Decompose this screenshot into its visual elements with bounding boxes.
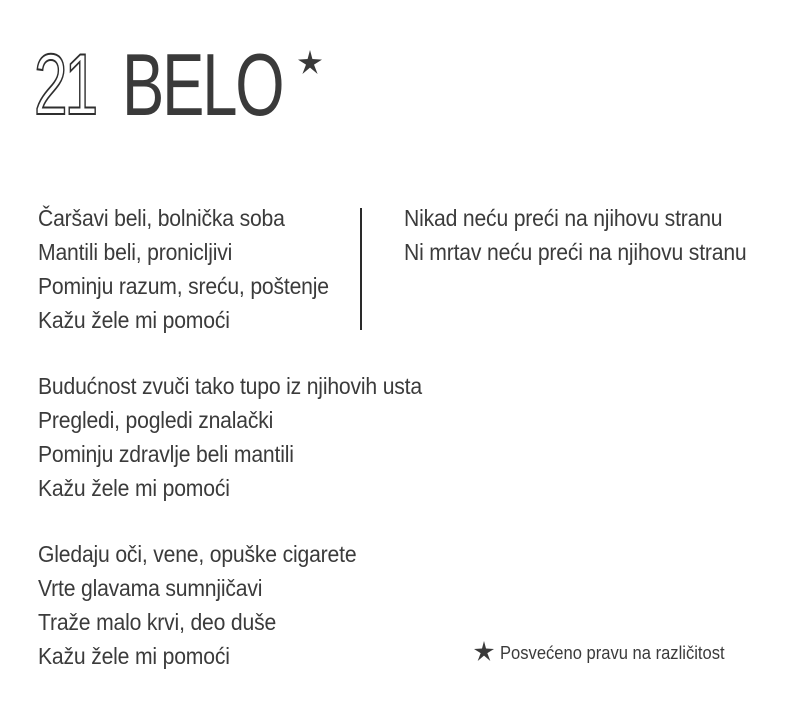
lyric-line: Pominju zdravlje beli mantili <box>38 441 294 467</box>
chorus <box>404 201 776 269</box>
column-divider <box>360 208 362 330</box>
star-icon <box>474 641 494 661</box>
star-icon <box>298 50 322 74</box>
dedication-note <box>474 640 744 666</box>
lyric-line: Nikad neću preći na njihovu stranu <box>404 205 723 231</box>
song-heading <box>34 35 345 134</box>
lyric-line: Traže malo krvi, deo duše <box>38 609 277 635</box>
dedication-text: Posvećeno pravu na različitost <box>500 643 725 663</box>
track-number: 21 <box>34 37 96 133</box>
lyric-line: Mantili beli, pronicljivi <box>38 239 233 265</box>
lyric-line: Pominju razum, sreću, poštenje <box>38 273 329 299</box>
lyric-line: Kažu žele mi pomoći <box>38 475 230 501</box>
verse-1 <box>38 201 354 337</box>
verse-3 <box>38 537 384 673</box>
song-title: BELO <box>122 35 283 134</box>
verse-2 <box>38 369 455 505</box>
lyric-line: Kažu žele mi pomoći <box>38 307 230 333</box>
lyric-line: Ni mrtav neću preći na njihovu stranu <box>404 239 747 265</box>
lyric-line: Pregledi, pogledi znalački <box>38 407 274 433</box>
lyric-line: Kažu žele mi pomoći <box>38 643 230 669</box>
lyric-line: Budućnost zvuči tako tupo iz njihovih usta <box>38 373 422 399</box>
lyric-line: Vrte glavama sumnjičavi <box>38 575 263 601</box>
lyric-line: Čaršavi beli, bolnička soba <box>38 205 285 231</box>
lyric-line: Gledaju oči, vene, opuške cigarete <box>38 541 357 567</box>
